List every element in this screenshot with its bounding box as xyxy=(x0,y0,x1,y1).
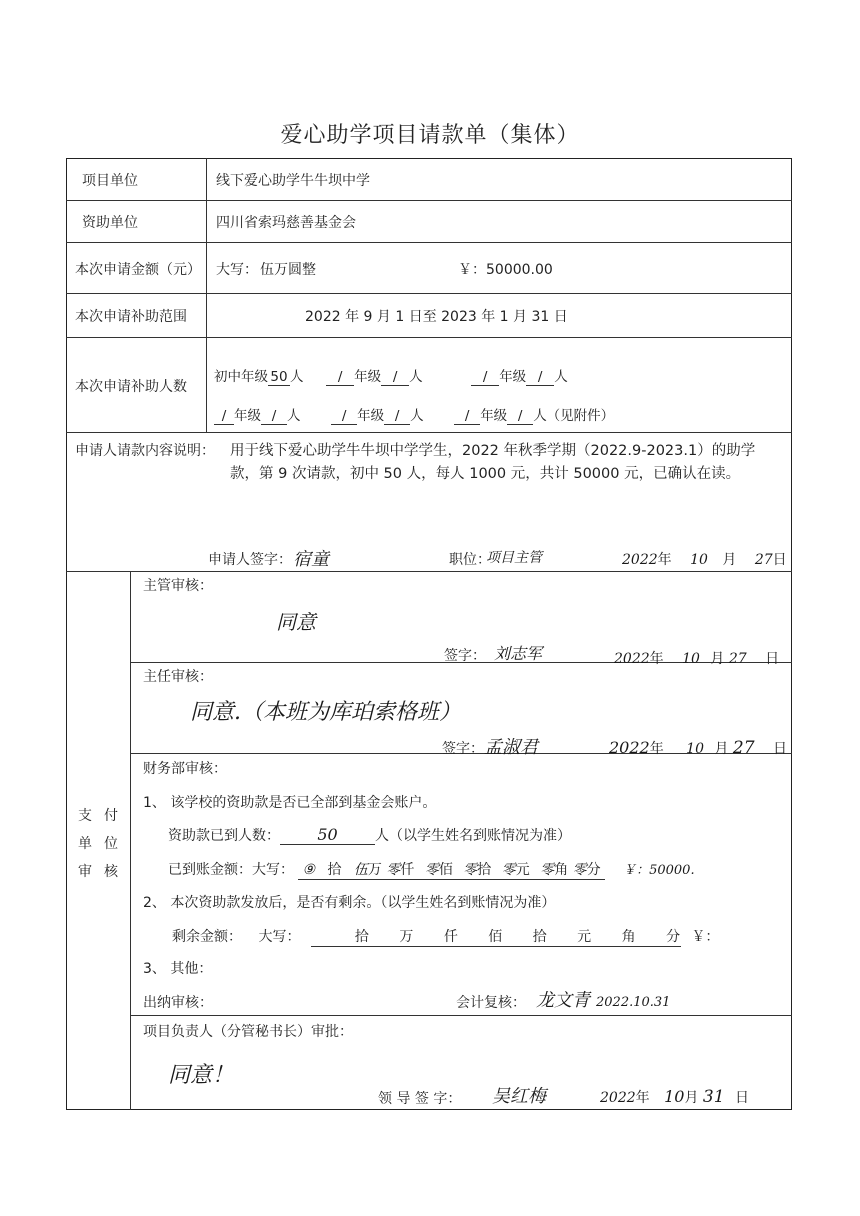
date-day: 27 xyxy=(754,552,773,568)
grade-blank: / xyxy=(471,369,499,386)
person-unit: 人 xyxy=(410,408,424,424)
supervisor-label: 主管审核： xyxy=(143,578,213,594)
supervisor-sign-label: 签字： xyxy=(444,648,486,664)
request-text: 用于线下爱心助学牛牛坝中学学生，2022 年秋季学期（2022.9-2023.1）的助学款，第 9 次请款，初中 50 人，每人 1000 元，共计 50000 元，已确认在读。 xyxy=(230,443,756,482)
grade-count: / xyxy=(507,408,533,425)
date-year: 2022 xyxy=(614,651,650,667)
row-divider xyxy=(130,1015,792,1016)
grade-count: / xyxy=(261,408,287,425)
director-label: 主任审核： xyxy=(143,669,213,685)
date-day: 27 xyxy=(732,738,755,758)
month-unit: 月 xyxy=(722,552,737,568)
accountant-label: 会计复核： xyxy=(456,995,526,1011)
date-day: 31 xyxy=(702,1087,725,1107)
month-unit: 月 xyxy=(684,1090,699,1106)
form-title: 爱心助学项目请款单（集体） xyxy=(280,123,580,148)
date-month: 10 xyxy=(690,552,708,568)
range-value: 2022 年 9 月 1 日至 2023 年 1 月 31 日 xyxy=(305,309,568,325)
column-divider xyxy=(130,571,131,1110)
grade-count: 50 xyxy=(268,369,290,386)
finance-label: 财务部审核： xyxy=(143,761,227,777)
digit-value: 零 xyxy=(501,862,516,878)
applicant-signature: 宿童 xyxy=(293,549,329,570)
remain-yen-label: ￥： xyxy=(691,929,720,945)
side-char: 单 xyxy=(78,836,92,852)
digit-unit: 仟 xyxy=(443,929,458,945)
director-signature: 孟淑君 xyxy=(484,737,538,758)
row-divider xyxy=(66,432,792,433)
digit-unit: 角 xyxy=(621,929,636,945)
project-unit-value: 线下爱心助学牛牛坝中学 xyxy=(216,173,370,189)
person-unit: 人 xyxy=(554,369,568,385)
grade-count: / xyxy=(526,369,554,386)
finance-q1: 1、 该学校的资助款是否已全部到基金会账户。 xyxy=(143,795,437,811)
day-unit: 日 xyxy=(765,651,780,667)
digit-unit: 拾 xyxy=(354,929,369,945)
position-label: 职位： xyxy=(449,552,491,568)
count-line-2 xyxy=(214,404,614,425)
row-divider xyxy=(66,293,792,294)
arrived-amount-upper xyxy=(298,859,604,880)
amount-upper-value: 伍万圆整 xyxy=(260,262,316,278)
funding-unit-label: 资助单位 xyxy=(82,215,138,231)
accountant-date: 2022.10.31 xyxy=(596,995,671,1010)
director-date xyxy=(609,738,787,758)
arrived-yen-value: ￥：50000. xyxy=(623,863,695,878)
grade-label: 年级 xyxy=(354,369,382,385)
month-unit: 月 xyxy=(714,741,729,757)
grade-blank: / xyxy=(331,408,357,425)
digit-unit: 万 xyxy=(367,862,382,878)
project-unit-label: 项目单位 xyxy=(82,173,138,189)
year-unit: 年 xyxy=(649,651,664,667)
applicant-sign-label: 申请人签字： xyxy=(208,552,292,568)
arrived-amount-row xyxy=(168,859,695,880)
grade-count: / xyxy=(381,369,409,386)
digit-unit: 拾 xyxy=(532,929,547,945)
grade-label: 年级 xyxy=(480,408,508,424)
year-unit: 年 xyxy=(657,552,672,568)
row-divider xyxy=(66,337,792,338)
digit-unit: 元 xyxy=(515,862,530,878)
digit-value: 零 xyxy=(572,862,587,878)
remain-upper-line xyxy=(311,926,681,947)
grade-label: 年级 xyxy=(499,369,527,385)
leader-signature: 吴红梅 xyxy=(492,1086,546,1107)
row-divider xyxy=(66,242,792,243)
remain-label: 剩余金额： xyxy=(172,929,242,945)
side-char: 审 xyxy=(78,864,92,880)
date-month: 10 xyxy=(664,1087,685,1106)
date-month: 10 xyxy=(682,651,700,667)
side-char: 位 xyxy=(104,836,118,852)
supervisor-opinion: 同意 xyxy=(276,610,316,634)
digit-unit: 分 xyxy=(586,862,601,878)
digit-unit: 仟 xyxy=(400,862,415,878)
grade-label: 年级 xyxy=(234,408,261,424)
person-unit: 人 xyxy=(290,369,304,385)
digit-value: 零 xyxy=(386,862,401,878)
digit-value: 零 xyxy=(540,862,555,878)
remain-upper-label: 大写： xyxy=(258,929,301,945)
grade-count: / xyxy=(384,408,410,425)
day-unit: 日 xyxy=(772,552,787,568)
arrived-count-value: 50 xyxy=(280,825,375,845)
count-line-1 xyxy=(214,365,568,386)
side-label-col1 xyxy=(78,802,92,886)
arrived-count-row xyxy=(168,825,571,845)
date-year: 2022 xyxy=(622,552,658,568)
leader-date xyxy=(600,1087,749,1107)
director-opinion: 同意.（本班为库珀索格班） xyxy=(190,700,461,725)
arrived-count-suffix: 人（以学生姓名到账情况为准） xyxy=(375,828,571,844)
leader-label: 项目负责人（分管秘书长）审批： xyxy=(143,1024,353,1040)
row-divider xyxy=(66,200,792,201)
position-value: 项目主管 xyxy=(486,550,542,566)
date-day: 27 xyxy=(728,651,747,667)
cashier-label: 出纳审核： xyxy=(143,995,213,1011)
finance-q3: 3、 其他： xyxy=(143,961,213,977)
grade-blank: / xyxy=(326,369,354,386)
director-sign-label: 签字： xyxy=(442,741,484,757)
finance-q2: 2、 本次资助款发放后，是否有剩余。（以学生姓名到账情况为准） xyxy=(143,895,556,911)
request-label: 申请人请款内容说明： xyxy=(75,443,215,459)
grade-label: 年级 xyxy=(357,408,385,424)
arrived-count-label: 资助款已到人数： xyxy=(168,828,280,844)
count-label: 本次申请补助人数 xyxy=(75,379,187,395)
digit-unit: 元 xyxy=(577,929,592,945)
digit-unit: 拾 xyxy=(477,862,492,878)
grade-blank: / xyxy=(214,408,234,425)
digit-value: ⑨ xyxy=(302,862,316,878)
person-unit: 人 xyxy=(409,369,423,385)
funding-unit-value: 四川省索玛慈善基金会 xyxy=(216,215,356,231)
digit-unit: 分 xyxy=(666,929,681,945)
digit-value: 伍 xyxy=(353,862,368,878)
amount-upper-prefix: 大写： xyxy=(216,262,258,278)
date-year: 2022 xyxy=(600,1090,636,1106)
amount-yen-value: ￥：50000.00 xyxy=(458,262,553,278)
accountant-signature: 龙文青 xyxy=(536,990,590,1011)
side-char: 付 xyxy=(104,808,118,824)
range-label: 本次申请补助范围 xyxy=(75,309,187,325)
arrived-amount-label: 已到账金额：大写： xyxy=(168,862,294,878)
remain-row xyxy=(172,926,719,947)
date-month: 10 xyxy=(686,741,704,757)
digit-unit: 佰 xyxy=(438,862,453,878)
grade-blank: / xyxy=(454,408,480,425)
applicant-date xyxy=(622,549,787,569)
digit-unit: 佰 xyxy=(488,929,503,945)
digit-unit: 角 xyxy=(554,862,569,878)
side-char: 核 xyxy=(104,864,118,880)
digit-unit: 万 xyxy=(399,929,414,945)
side-char: 支 xyxy=(78,808,92,824)
day-unit: 日 xyxy=(773,741,787,757)
column-divider xyxy=(206,158,207,432)
year-unit: 年 xyxy=(649,741,664,757)
side-label-col2 xyxy=(104,802,118,886)
person-unit: 人 xyxy=(287,408,301,424)
person-unit: 人（见附件） xyxy=(533,408,615,424)
supervisor-date xyxy=(614,648,779,668)
supervisor-signature: 刘志军 xyxy=(494,644,543,663)
leader-opinion: 同意！ xyxy=(168,1063,235,1088)
row-divider xyxy=(66,571,792,572)
leader-sign-label: 领 导 签 字： xyxy=(378,1091,462,1107)
digit-value: 零 xyxy=(463,862,478,878)
month-unit: 月 xyxy=(710,651,725,667)
amount-label: 本次申请金额（元） xyxy=(75,262,201,278)
digit-value: 零 xyxy=(424,862,439,878)
date-year: 2022 xyxy=(609,738,650,757)
grade-label: 初中年级 xyxy=(214,369,268,385)
digit-unit: 拾 xyxy=(327,862,342,878)
year-unit: 年 xyxy=(635,1090,650,1106)
day-unit: 日 xyxy=(735,1090,749,1106)
